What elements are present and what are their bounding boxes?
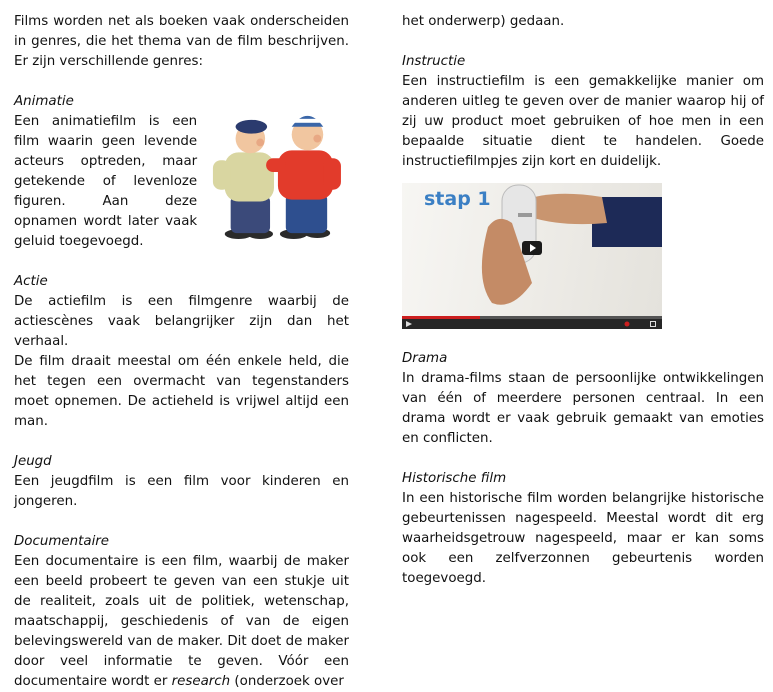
- animatie-section: [14, 112, 349, 252]
- intro-paragraph: Films worden net als boeken vaak onderscheiden in genres, die het thema van de film beschrijven. Er zijn verschillende genres:: [14, 14, 349, 69]
- heading-jeugd: Jeugd: [14, 454, 52, 469]
- documentaire-research: research: [171, 674, 231, 689]
- left-column: [14, 12, 349, 692]
- video-step-label: stap 1: [424, 188, 491, 210]
- right-column: [402, 12, 764, 589]
- heading-animatie: Animatie: [14, 94, 74, 109]
- play-icon[interactable]: [522, 241, 542, 255]
- fullscreen-icon[interactable]: [650, 321, 656, 327]
- documentaire-text-end: (onderzoek over: [230, 674, 344, 689]
- actie-text-2: De film draait meestal om één enkele held, die het tegen een overmacht van tegenstanders moet opnemen. De actieheld is vrijwel altijd een man.: [14, 354, 349, 429]
- heading-historisch: Historische film: [402, 471, 507, 486]
- settings-icon[interactable]: [624, 321, 630, 327]
- puppets-illustration: [209, 104, 349, 242]
- documentaire-text: [14, 552, 349, 692]
- heading-documentaire: Documentaire: [14, 534, 110, 549]
- puppet-left: [213, 120, 274, 239]
- instructie-text: Een instructiefilm is een gemakkelijke manier om anderen uitleg te geven over de manier waarop hij of zij uw product moet gebruiken of hoe men in een bepaalde situatie dient te handelen. Goede instructiefilmpjes zijn kort en duidelijk.: [402, 74, 764, 169]
- heading-actie: Actie: [14, 274, 48, 289]
- drama-text: In drama-films staan de persoonlijke ontwikkelingen van één of meerdere personen centraal. In een drama wordt er vaak gebruik gemaakt van emoties en conflicten.: [402, 371, 764, 446]
- historisch-text: In een historische film worden belangrijke historische gebeurtenissen nagespeeld. Meestal wordt dit erg waarheidsgetrouw nagespeeld, maar er kan soms ook een zelfverzonnen gebeurtenis worden toegevoegd.: [402, 491, 764, 586]
- documentaire-continued: het onderwerp) gedaan.: [402, 14, 565, 29]
- video-controls-bar[interactable]: [402, 319, 662, 329]
- heading-drama: Drama: [402, 351, 448, 366]
- play-control-icon[interactable]: [406, 321, 412, 327]
- jeugd-text: Een jeugdfilm is een film voor kinderen en jongeren.: [14, 474, 349, 509]
- heading-instructie: Instructie: [402, 54, 466, 69]
- animatie-text: Een animatiefilm is een film waarin geen levende acteurs optreden, maar getekende of levenloze figuren. Aan deze opnamen wordt later vaak geluid toegevoegd.: [14, 114, 198, 249]
- documentaire-text-start: Een documentaire is een film, waarbij de maker een beeld probeert te geven van een stukje uit de realiteit, zoals uit de politiek, wetenschap, maatschappij, geschiedenis of van de eigen belevingswereld van de maker. Dit doet de maker door veel informatie te geven. Vóór een documentaire wordt er: [14, 554, 349, 689]
- instruction-video[interactable]: [402, 183, 662, 329]
- actie-text-1: De actiefilm is een filmgenre waarbij de actiescènes vaak belangrijker zijn dan het verhaal.: [14, 294, 349, 349]
- puppet-right: [266, 105, 341, 239]
